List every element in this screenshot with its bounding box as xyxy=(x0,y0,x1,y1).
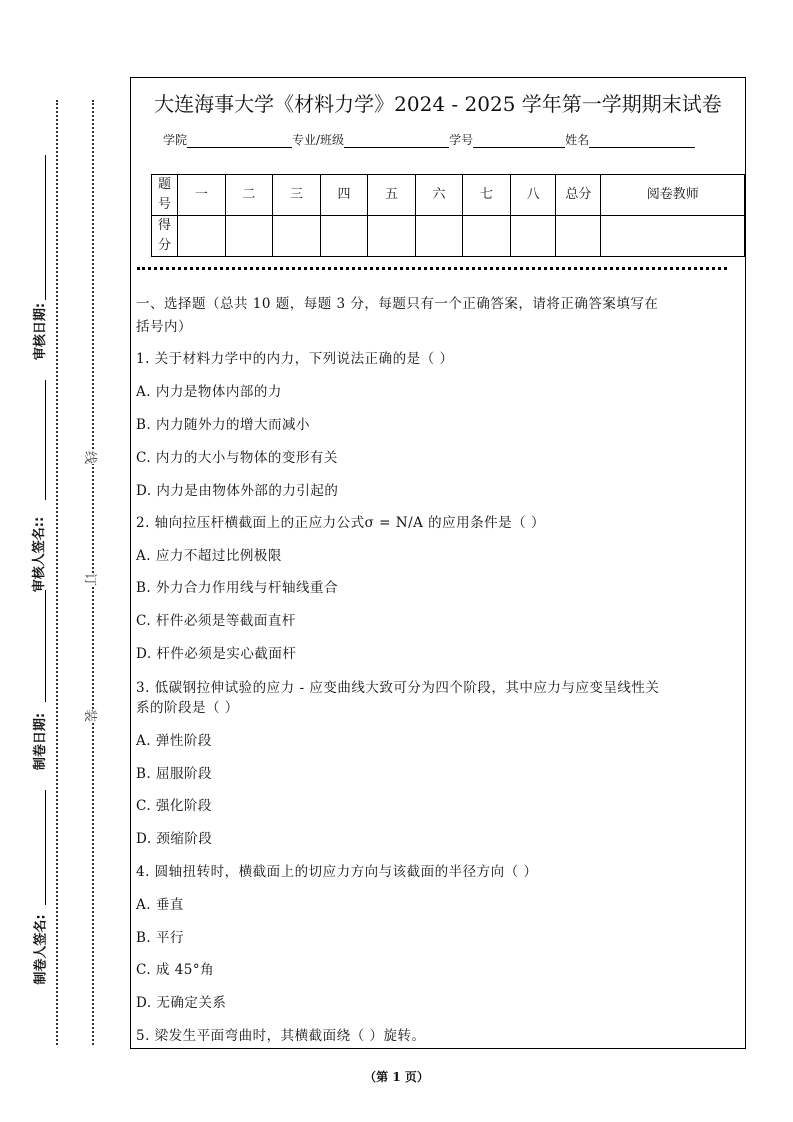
score-row xyxy=(152,216,745,257)
col-header: 五 xyxy=(368,175,416,216)
binding-mark-zhuang: 装 xyxy=(82,709,101,722)
dotted-separator xyxy=(137,267,727,270)
score-cell[interactable] xyxy=(225,216,272,257)
review-date-blank xyxy=(45,155,46,300)
question-line: D. 颈缩阶段 xyxy=(136,831,213,847)
binding-dotted-line-outer xyxy=(56,100,58,1045)
col-header: 二 xyxy=(225,175,272,216)
score-cell[interactable] xyxy=(463,216,511,257)
col-header: 三 xyxy=(272,175,320,216)
row-label: 题号 xyxy=(152,175,178,216)
question-line: 系的阶段是（ ） xyxy=(136,700,239,716)
score-table xyxy=(151,174,745,257)
review-date-label: 审核日期: xyxy=(33,302,49,361)
score-cell[interactable] xyxy=(415,216,462,257)
name-label: 姓名 xyxy=(565,133,590,147)
col-header: 六 xyxy=(415,175,462,216)
score-cell[interactable] xyxy=(556,216,601,257)
score-cell[interactable] xyxy=(511,216,556,257)
col-header: 八 xyxy=(511,175,556,216)
score-cell[interactable] xyxy=(368,216,416,257)
score-cell[interactable] xyxy=(177,216,225,257)
exam-title: 大连海事大学《材料力学》2024 - 2025 学年第一学期期末试卷 xyxy=(154,92,722,116)
question-line: 5. 梁发生平面弯曲时，其横截面绕（ ）旋转。 xyxy=(136,1028,426,1044)
student-info xyxy=(163,131,695,148)
col-header: 总分 xyxy=(556,175,601,216)
question-line: 一、选择题（总共 10 题，每题 3 分，每题只有一个正确答案，请将正确答案填写在 xyxy=(136,296,659,312)
question-line: 4. 圆轴扭转时，横截面上的切应力方向与该截面的半径方向（ ） xyxy=(136,864,538,880)
question-line: D. 无确定关系 xyxy=(136,995,227,1011)
student-id-label: 学号 xyxy=(449,133,474,147)
question-line: 2. 轴向拉压杆横截面上的正应力公式σ = N/A 的应用条件是（ ） xyxy=(136,515,545,531)
col-header: 四 xyxy=(320,175,367,216)
compiler-signature-blank xyxy=(45,790,46,905)
student-id-field[interactable] xyxy=(473,133,565,148)
major-class-field[interactable] xyxy=(344,133,449,148)
question-line: A. 应力不超过比例极限 xyxy=(136,548,282,564)
score-cell[interactable] xyxy=(320,216,367,257)
major-class-label: 专业/班级 xyxy=(292,133,345,147)
binding-mark-ding: 订 xyxy=(82,573,101,586)
question-line: B. 屈服阶段 xyxy=(136,766,213,782)
question-line: C. 成 45°角 xyxy=(136,962,215,978)
question-line: B. 内力随外力的增大而减小 xyxy=(136,417,311,433)
compiler-signature-label: 制卷人签名: xyxy=(33,914,49,985)
page-number: （第 1 页） xyxy=(364,1070,429,1084)
row-label: 得分 xyxy=(152,216,178,257)
col-header: 七 xyxy=(463,175,511,216)
question-line: A. 垂直 xyxy=(136,897,184,913)
question-line: 括号内） xyxy=(136,319,192,335)
question-line: A. 弹性阶段 xyxy=(136,733,212,749)
question-line: B. 外力合力作用线与杆轴线重合 xyxy=(136,580,339,596)
question-line: 3. 低碳钢拉伸试验的应力 - 应变曲线大致可分为四个阶段，其中应力与应变呈线性关 xyxy=(136,680,660,696)
compile-date-label: 制卷日期: xyxy=(33,712,49,771)
question-line: B. 平行 xyxy=(136,930,185,946)
score-cell[interactable] xyxy=(272,216,320,257)
question-line: C. 强化阶段 xyxy=(136,798,212,814)
col-header: 一 xyxy=(177,175,225,216)
question-line: C. 杆件必须是等截面直杆 xyxy=(136,613,296,629)
exam-frame xyxy=(130,77,746,1049)
question-number-row xyxy=(152,175,745,216)
reviewer-signature-blank xyxy=(45,380,46,500)
reviewer-header: 阅卷教师 xyxy=(601,175,745,216)
reviewer-signature-label: 审核人签名:: xyxy=(32,516,48,593)
score-cell[interactable] xyxy=(601,216,745,257)
question-line: 1. 关于材料力学中的内力，下列说法正确的是（ ） xyxy=(136,351,454,367)
question-line: C. 内力的大小与物体的变形有关 xyxy=(136,450,338,466)
question-line: D. 杆件必须是实心截面杆 xyxy=(136,646,297,662)
binding-mark-xian: 线 xyxy=(82,451,101,464)
question-line: D. 内力是由物体外部的力引起的 xyxy=(136,483,339,499)
college-label: 学院 xyxy=(163,133,188,147)
compile-date-blank xyxy=(45,590,46,702)
name-field[interactable] xyxy=(589,133,695,148)
college-field[interactable] xyxy=(187,133,292,148)
question-line: A. 内力是物体内部的力 xyxy=(136,384,282,400)
